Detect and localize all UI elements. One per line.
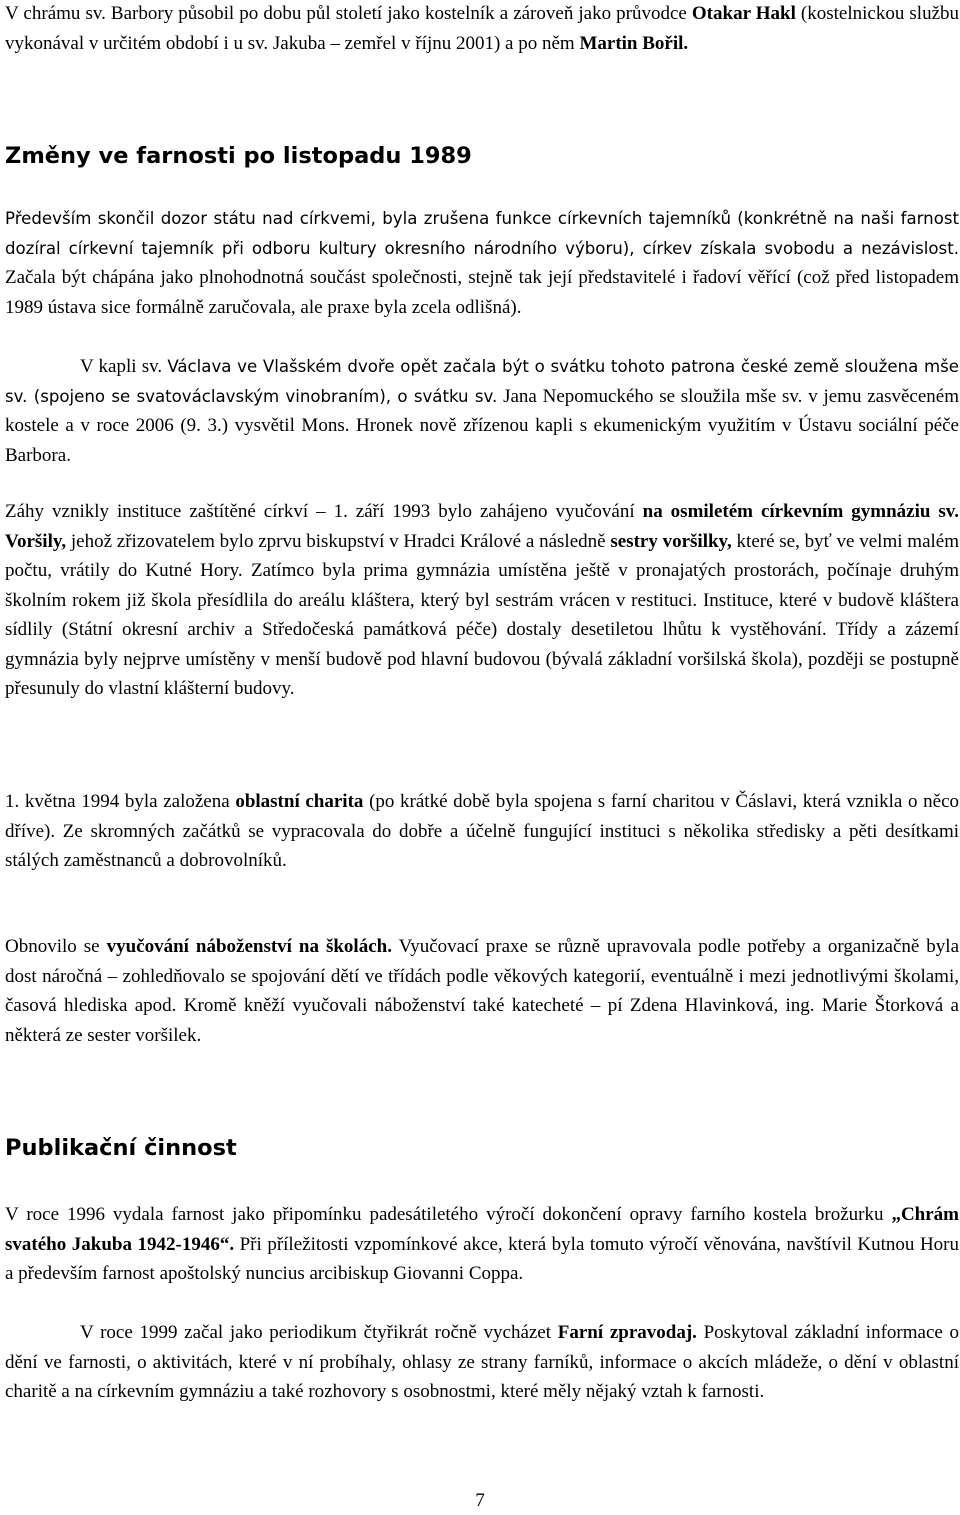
text: Václava ve Vlašském dvoře opět začala být o svátku tohoto patrona české země sloužena mše sv. (spojeno se svatováclavským vinobraním), o svátku sv.: [5, 357, 959, 406]
section-heading-changes: Změny ve farnosti po listopadu 1989: [5, 143, 472, 169]
text: Poskytoval základní informace o dění ve farnosti, o aktivitách, které v ní probíhaly, ohlasy ze strany farníků, informace o akcích mládeže, o dění v oblastní charitě a na církevním gymnáziu a také rozhovory s osobnostmi, které měly nějaký vztah k farnosti.: [5, 1322, 960, 1402]
text: V roce 1999 začal jako periodikum čtyřikrát ročně vycházet: [80, 1322, 558, 1343]
page-number: 7: [475, 1490, 485, 1511]
paragraph-brochure: [5, 1200, 959, 1289]
bold-text: sestry voršilky,: [610, 530, 732, 552]
text: Obnovilo se: [5, 936, 107, 957]
section-heading-publications: Publikační činnost: [5, 1135, 237, 1161]
text: V kapli sv.: [80, 356, 168, 377]
paragraph-gymnasium: [5, 497, 959, 704]
text: Především skončil dozor státu nad církvemi, byla zrušena funkce církevních tajemníků (konkrétně na naši farnost dozíral církevní tajemník při odboru kultury okresního národního výboru), církev získala svobodu a nezávislost.: [5, 209, 959, 258]
text: Vyučovací praxe se různě upravovala podle potřeby a organizačně byla dost náročná – zohledňovalo se spojování dětí ve třídách podle věkových kategorií, eventuálně i mezi jednotlivými školami, časová hlediska apod. Kromě kněží vyučovali náboženství také katecheté – pí Zdena Hlavinková, ing. Marie Štorková a některá ze sester voršilek.: [5, 936, 960, 1046]
paragraph-newsletter: [5, 1318, 959, 1407]
text: (kostelnickou službu vykonával v určitém období i u sv. Jakuba – zemřel v říjnu 2001) a po něm: [5, 3, 960, 54]
text: 1. května 1994 byla založena: [5, 791, 236, 812]
text: které se, byť ve velmi malém počtu, vrátily do Kutné Hory. Zatímco byla prima gymnázia umístěna ještě v pronajatých prostorách, počínaje druhým školním rokem již škola přesídlila do areálu kláštera, který byl sestrám vrácen v restituci. Instituce, které v budově kláštera sídlily (Státní okresní archiv a Středočeská památková péče) dostaly desetiletou lhůtu k vystěhování. Třídy a zázemí gymnázia byly nejprve umístěny v menší budově pod hlavní budovou (bývalá základní voršilská škola), později se postupně přesunuly do vlastní klášterní budovy.: [5, 530, 959, 699]
text: Při příležitosti vzpomínkové akce, která byla tomuto výročí věnována, navštívil Kutnou Horu a především farnost apoštolský nuncius arcibiskup Giovanni Coppa.: [5, 1233, 959, 1284]
text: jehož zřizovatelem bylo zprvu biskupství v Hradci Králové a následně: [66, 530, 611, 552]
bold-text: na osmiletém církevním gymnáziu sv. Voršily,: [5, 501, 960, 552]
bold-text: oblastní charita: [235, 791, 364, 812]
paragraph-religion-teaching: [5, 932, 959, 1050]
text: Jana Nepomuckého se sloužila mše sv. v jemu zasvěceném kostele a v roce 2006 (9. 3.) vysvětil Mons. Hronek nově zřízenou kapli s ekumenickým využitím v Ústavu sociální péče Barbora.: [5, 385, 959, 466]
text: V chrámu sv. Barbory působil po dobu půl století jako kostelník a zároveň jako průvodce: [5, 3, 692, 24]
paragraph-changes: [5, 204, 959, 322]
bold-name: Otakar Hakl: [691, 3, 796, 24]
text: Záhy vznikly instituce zaštítěné církví – 1. září 1993 bylo zahájeno vyučování: [5, 501, 643, 522]
bold-text: „Chrám svatého Jakuba 1942-1946“.: [5, 1204, 959, 1255]
paragraph-chapel: [5, 352, 959, 470]
text: Začala být chápána jako plnohodnotná součást společnosti, stejně tak její představitelé i řadoví věřící (což před listopadem 1989 ústava sice formálně zaručovala, ale praxe byla zcela odlišná).: [5, 267, 959, 318]
bold-text: Farní zpravodaj.: [557, 1322, 697, 1343]
text: V roce 1996 vydala farnost jako připomínku padesátiletého výročí dokončení opravy farního kostela brožurku: [5, 1204, 892, 1225]
paragraph-intro: [5, 0, 959, 58]
bold-text: vyučování náboženství na školách.: [106, 936, 392, 957]
bold-name: Martin Bořil.: [579, 32, 689, 54]
text: (po krátké době byla spojena s farní charitou v Čáslavi, která vznikla o něco dříve). Ze skromných začátků se vypracovala do dobře a účelně fungující instituci s několika středisky a pěti desítkami stálých zaměstnanců a dobrovolníků.: [5, 791, 960, 871]
paragraph-charity: [5, 787, 959, 876]
